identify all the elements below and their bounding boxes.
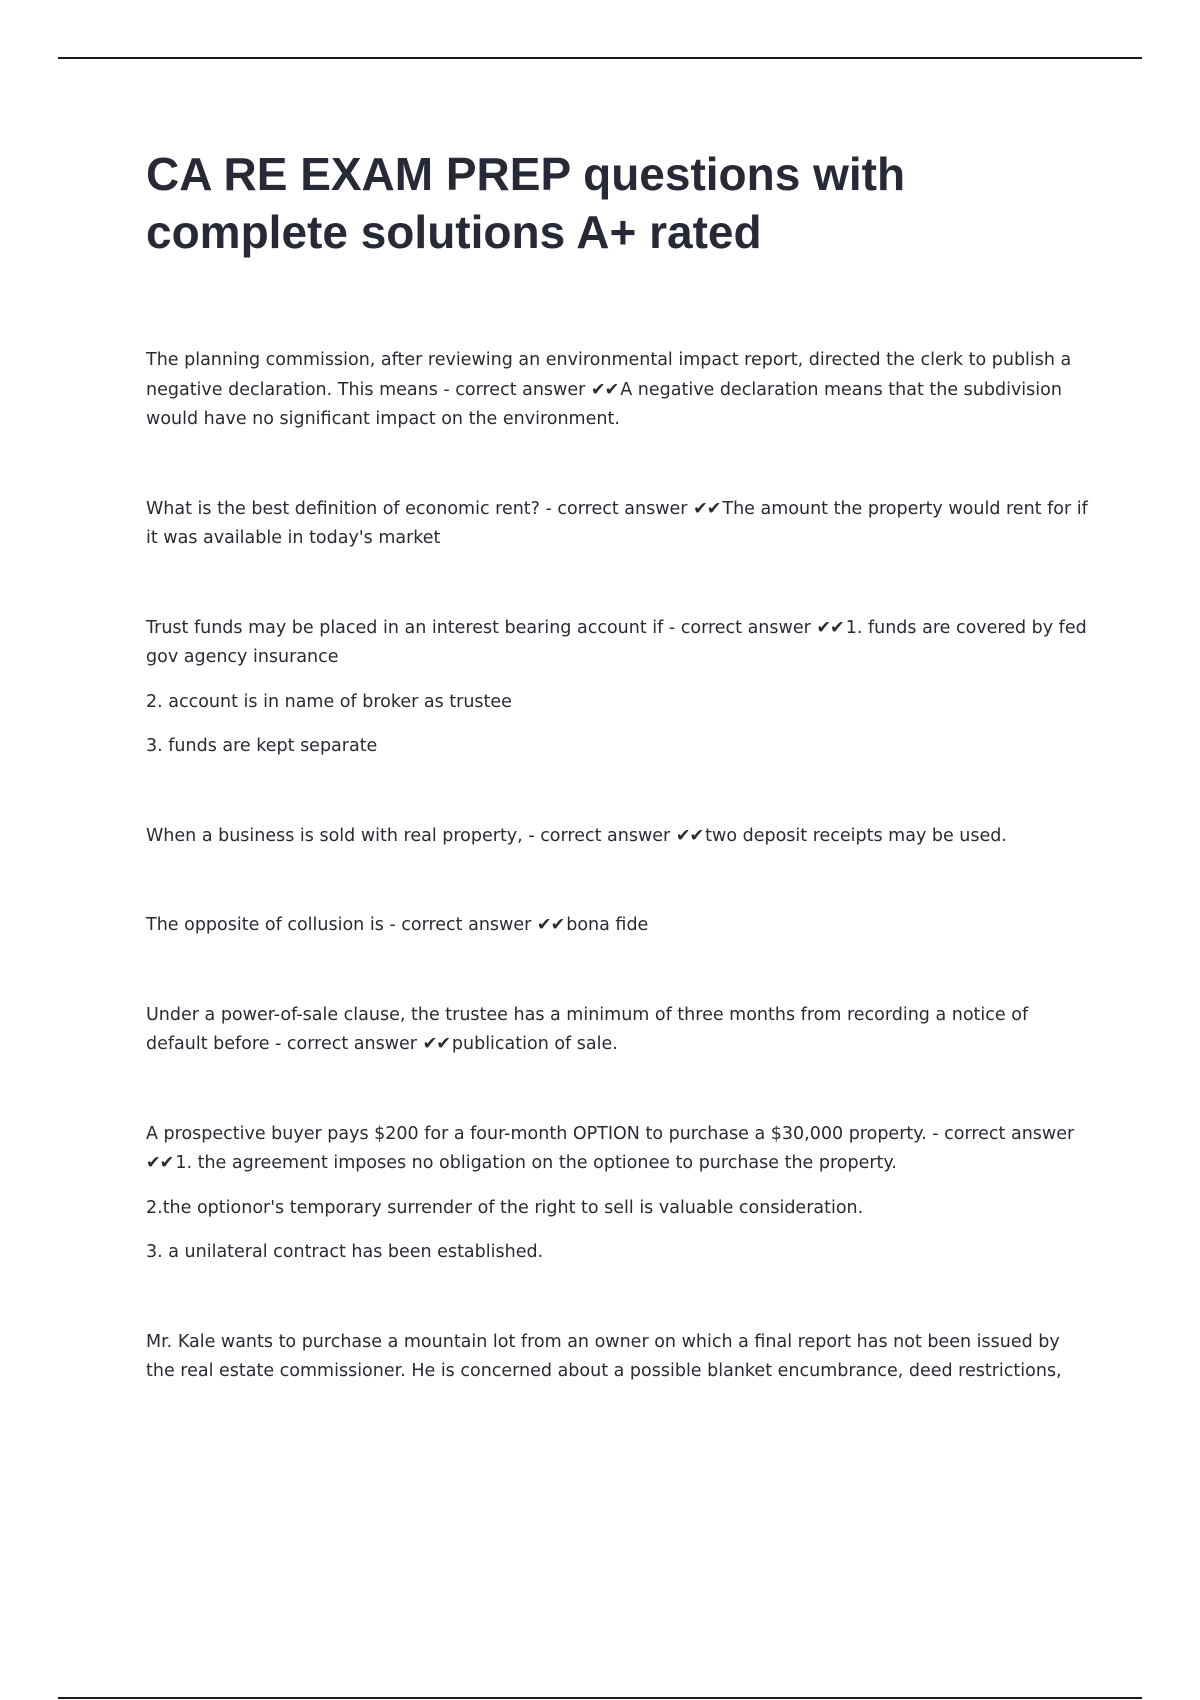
qa-item xyxy=(146,614,1091,762)
question-text: When a business is sold with real property, xyxy=(146,825,523,846)
qa-item xyxy=(146,495,1091,554)
answer-text: two deposit receipts may be used. xyxy=(705,825,1007,846)
bottom-rule xyxy=(58,1697,1142,1699)
double-check-icon: ✔✔ xyxy=(146,1153,174,1173)
double-check-icon: ✔✔ xyxy=(816,617,844,638)
answer-text: bona fide xyxy=(566,915,649,935)
answer-text: A negative declaration means that the subdivision would have no significant impact on the environment. xyxy=(146,379,1062,429)
answer-text: The amount the property would rent for if it was available in today's market xyxy=(146,498,1088,548)
question-text: Under a power-of-sale clause, the trustee has a minimum of three months from recording a notice of default before xyxy=(146,1004,1029,1054)
double-check-icon: ✔✔ xyxy=(590,379,619,400)
question-text: Trust funds may be placed in an interest bearing account if xyxy=(146,617,664,638)
answer-line: 3. funds are kept separate xyxy=(146,736,378,756)
qa-item xyxy=(146,1120,1091,1268)
answer-text: publication of sale. xyxy=(451,1034,618,1054)
qa-item xyxy=(146,822,1091,852)
answer-text: 1. funds are covered by fed gov agency insurance xyxy=(146,617,1087,667)
answer-marker: - correct answer xyxy=(528,825,671,846)
double-check-icon: ✔✔ xyxy=(422,1034,450,1054)
double-check-icon: ✔✔ xyxy=(536,915,565,935)
answer-marker: - correct answer xyxy=(545,498,688,519)
answer-marker: - correct answer xyxy=(932,1123,1075,1144)
answer-line: 2.the optionor's temporary surrender of the right to sell is valuable consideration. xyxy=(146,1197,864,1218)
answer-marker: - correct answer xyxy=(389,915,532,935)
double-check-icon: ✔✔ xyxy=(675,825,704,846)
question-text: What is the best definition of economic rent? xyxy=(146,498,540,519)
top-rule xyxy=(58,57,1142,59)
answer-marker: - correct answer xyxy=(443,379,586,400)
qa-item xyxy=(146,911,1091,941)
answer-marker: - correct answer xyxy=(668,617,811,638)
qa-item xyxy=(146,1328,1091,1387)
question-text: A prospective buyer pays $200 for a four-month OPTION to purchase a $30,000 property. xyxy=(146,1123,927,1144)
qa-item xyxy=(146,1001,1091,1060)
qa-item xyxy=(146,346,1091,435)
trailing-paragraph: Mr. Kale wants to purchase a mountain lot from an owner on which a final report has not been issued by the real estate commissioner. He is concerned about a possible blanket encumbrance, deed restrictions, xyxy=(146,1331,1062,1381)
double-check-icon: ✔✔ xyxy=(693,498,721,519)
answer-marker: - correct answer xyxy=(275,1034,417,1054)
answer-line: 2. account is in name of broker as trustee xyxy=(146,691,512,712)
answer-line: 3. a unilateral contract has been established. xyxy=(146,1242,544,1262)
question-text: The opposite of collusion is xyxy=(146,915,384,935)
answer-text: 1. the agreement imposes no obligation on the optionee to purchase the property. xyxy=(175,1153,897,1173)
document-body xyxy=(146,346,1091,1447)
question-text: The planning commission, after reviewing an environmental impact report, directed the clerk to publish a negative declaration. This means xyxy=(146,350,1072,400)
document-title: CA RE EXAM PREP questions with complete solutions A+ rated xyxy=(146,148,906,258)
